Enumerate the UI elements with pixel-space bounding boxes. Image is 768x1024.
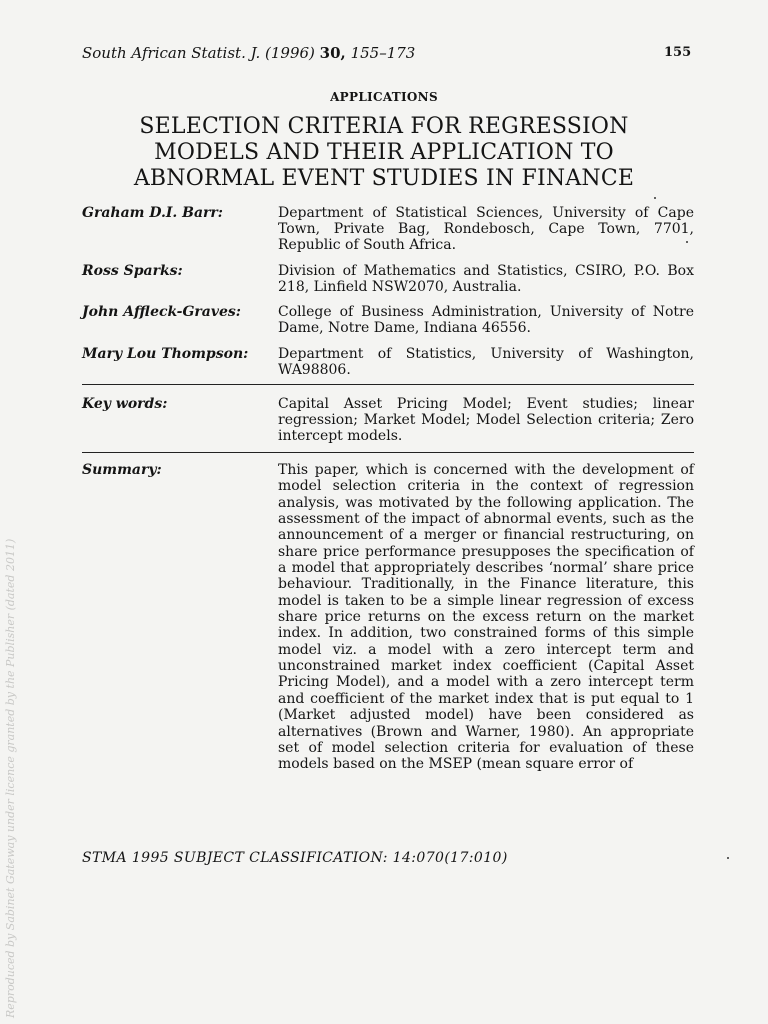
scan-speck xyxy=(727,857,729,859)
page-number: 155 xyxy=(664,45,692,60)
scan-speck xyxy=(654,197,656,199)
summary-label: Summary: xyxy=(82,462,162,478)
author-row xyxy=(82,205,694,253)
author-name: John Affleck-Graves: xyxy=(82,304,241,320)
title-line: ABNORMAL EVENT STUDIES IN FINANCE xyxy=(133,166,635,191)
subject-classification: STMA 1995 SUBJECT CLASSIFICATION: 14:070(17:010) xyxy=(82,850,508,866)
summary-text: This paper, which is concerned with the development of model selection criteria in the context of regression analysis, was motivated by the following application. The assessment of the impact of abnormal events, such as the announcement of a merger or financial restructuring, on share price performance presupposes the specification of a model that appropriately describes ‘normal’ share price behaviour. Traditionally, in the Finance literature, this model is taken to be a simple linear regression of excess share price returns on the excess return on the market index. In addition, two constrained forms of this simple model viz. a model with a zero intercept term and unconstrained market index coefficient (Capital Asset Pricing Model), and a model with a zero intercept term and coefficient of the market index that is put equal to 1 (Market adjusted model) have been considered as alternatives (Brown and Warner, 1980). An appropriate set of model selection criteria for evaluation of these models based on the MSEP (mean square error of xyxy=(278,462,694,773)
author-row xyxy=(82,304,694,336)
keywords-label: Key words: xyxy=(82,396,168,412)
keywords-row xyxy=(82,396,694,444)
author-name: Ross Sparks: xyxy=(82,263,183,279)
author-row xyxy=(82,346,694,378)
author-affiliation: Department of Statistical Sciences, University of Cape Town, Private Bag, Rondebosch, Cape Town, 7701, Republic of South Africa. xyxy=(278,205,694,253)
author-affiliation: Department of Statistics, University of Washington, WA98806. xyxy=(278,346,694,378)
author-affiliation: College of Business Administration, University of Notre Dame, Notre Dame, Indiana 46556. xyxy=(278,304,694,336)
author-name: Mary Lou Thompson: xyxy=(82,346,249,362)
paper-title xyxy=(60,114,708,192)
scan-speck xyxy=(686,241,688,243)
keywords-text: Capital Asset Pricing Model; Event studies; linear regression; Market Model; Model Selection criteria; Zero intercept models. xyxy=(278,396,694,444)
journal-name: South African Statist. J. (1996) xyxy=(82,44,315,62)
journal-citation xyxy=(82,44,415,62)
journal-pages: 155–173 xyxy=(350,44,416,62)
summary-row xyxy=(82,462,694,773)
author-name: Graham D.I. Barr: xyxy=(82,205,223,221)
section-label: APPLICATIONS xyxy=(330,90,438,104)
title-line: SELECTION CRITERIA FOR REGRESSION xyxy=(139,114,629,139)
divider xyxy=(82,384,694,385)
author-row xyxy=(82,263,694,295)
author-affiliation: Division of Mathematics and Statistics, CSIRO, P.O. Box 218, Linfield NSW2070, Australia. xyxy=(278,263,694,295)
journal-volume: 30, xyxy=(319,44,346,62)
reproduction-watermark: Reproduced by Sabinet Gateway under licence granted by the Publisher (dated 2011) xyxy=(4,538,17,1018)
divider xyxy=(82,452,694,453)
title-line: MODELS AND THEIR APPLICATION TO xyxy=(154,140,614,165)
